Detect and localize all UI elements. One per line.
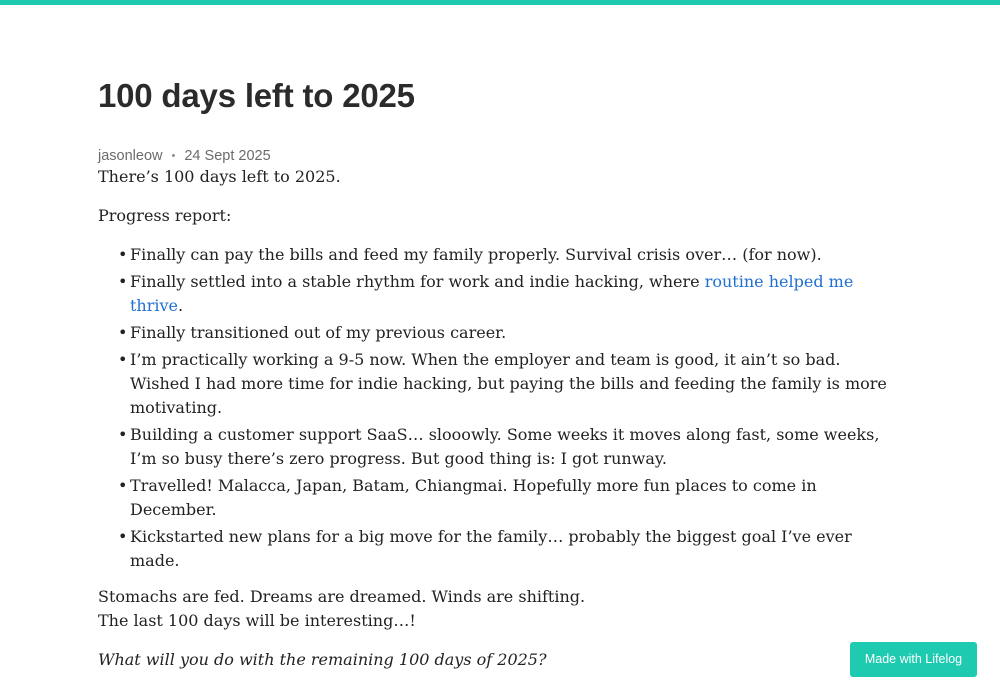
bullet: • bbox=[118, 323, 128, 342]
post-meta bbox=[98, 147, 898, 165]
list-item-text-end: . bbox=[178, 296, 184, 315]
list-item-text: Finally can pay the bills and feed my family properly. Survival crisis over… (for now). bbox=[130, 245, 822, 264]
list-item bbox=[118, 474, 898, 522]
bullet: • bbox=[118, 272, 128, 291]
bullet: • bbox=[118, 476, 128, 495]
post-title: 100 days left to 2025 bbox=[98, 77, 415, 114]
closing-line-2: The last 100 days will be interesting…! bbox=[98, 611, 416, 630]
list-item-text: Finally settled into a stable rhythm for work and indie hacking, where bbox=[130, 272, 705, 291]
list-item bbox=[118, 270, 898, 318]
intro-paragraph: There’s 100 days left to 2025. bbox=[98, 167, 341, 186]
post-article bbox=[98, 76, 898, 672]
list-item-text: Travelled! Malacca, Japan, Batam, Chiangmai. Hopefully more fun places to come in December. bbox=[130, 476, 817, 519]
routine-link[interactable]: routine helped me thrive bbox=[130, 272, 854, 315]
list-item bbox=[118, 525, 898, 573]
closing-paragraph bbox=[98, 585, 898, 633]
list-item-text: Building a customer support SaaS… slooowly. Some weeks it moves along fast, some weeks, I’m so busy there’s zero progress. But good thing is: I got runway. bbox=[130, 425, 880, 468]
bullet: • bbox=[118, 245, 128, 264]
progress-list bbox=[98, 243, 898, 573]
list-item-text: Kickstarted new plans for a big move for the family… probably the biggest goal I’ve ever made. bbox=[130, 527, 852, 570]
bullet: • bbox=[118, 527, 128, 546]
list-item bbox=[118, 243, 898, 267]
post-body bbox=[98, 165, 898, 672]
bullet: • bbox=[118, 425, 128, 444]
closing-line-1: Stomachs are fed. Dreams are dreamed. Winds are shifting. bbox=[98, 587, 586, 606]
top-accent-bar bbox=[0, 0, 1000, 5]
post-author[interactable]: jasonleow bbox=[98, 148, 163, 164]
meta-separator: • bbox=[171, 150, 176, 162]
progress-heading: Progress report: bbox=[98, 206, 232, 225]
list-item bbox=[118, 321, 898, 345]
list-item-text: Finally transitioned out of my previous career. bbox=[130, 323, 507, 342]
closing-question: What will you do with the remaining 100 days of 2025? bbox=[98, 650, 547, 669]
list-item bbox=[118, 348, 898, 420]
bullet: • bbox=[118, 350, 128, 369]
list-item-text: I’m practically working a 9-5 now. When the employer and team is good, it ain’t so bad. Wished I had more time for indie hacking, but paying the bills and feeding the family is more motivating. bbox=[130, 350, 887, 417]
post-date: 24 Sept 2025 bbox=[184, 148, 271, 164]
list-item bbox=[118, 423, 898, 471]
made-with-lifelog-button[interactable]: Made with Lifelog bbox=[850, 642, 977, 677]
